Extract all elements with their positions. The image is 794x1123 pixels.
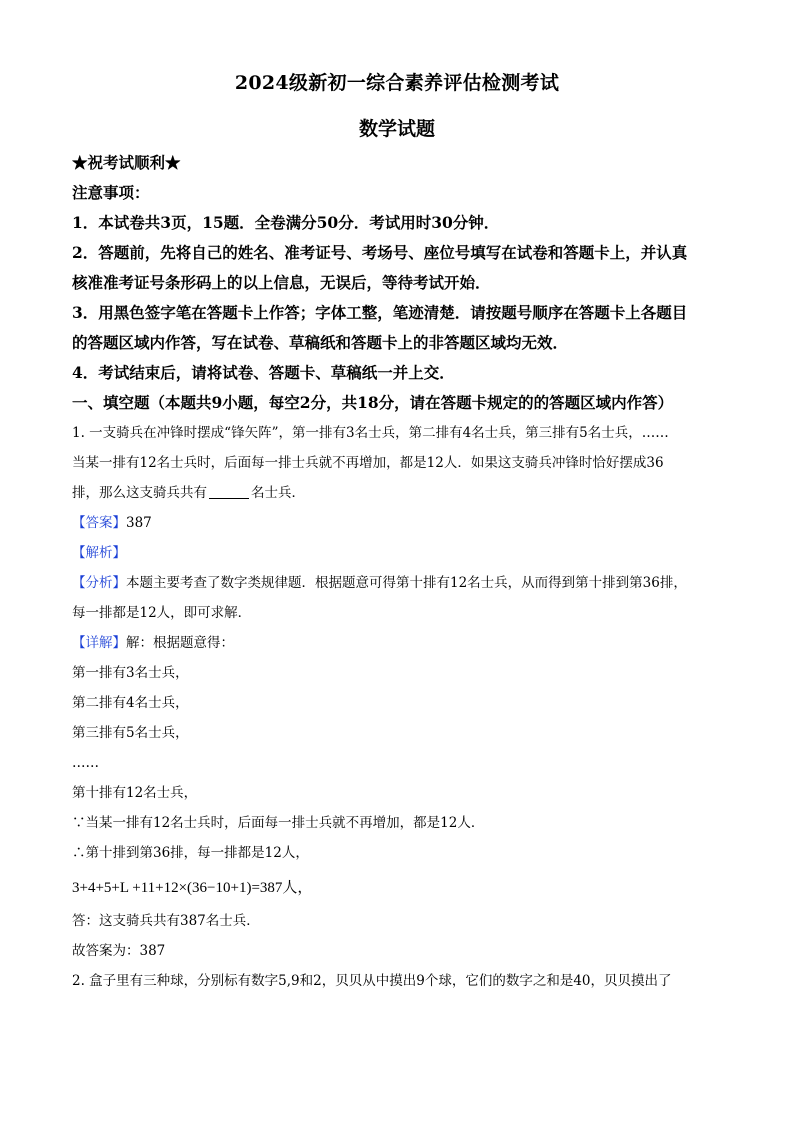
notice-item: 2．答题前，先将自己的姓名、准考证号、考场号、座位号填写在试卷和答题卡上，并认真 xyxy=(72,243,688,262)
solution-step: 第二排有4名士兵， xyxy=(72,695,189,711)
detail-line xyxy=(72,628,714,658)
answer-tag: 【答案】 xyxy=(72,515,126,531)
exam-subtitle: 数学试题 xyxy=(358,118,435,140)
notice-item: 的答题区域内作答，写在试卷、草稿纸和答题卡上的非答题区域均无效． xyxy=(72,333,569,352)
solution-formula: 3+4+5+L +11+12×(36−10+1)=387人， xyxy=(72,880,313,896)
section-heading: 一、填空题（本题共9小题，每空2分，共18分，请在答题卡规定的的答题区域内作答） xyxy=(72,393,674,412)
answer-value: 387 xyxy=(126,515,152,531)
analysis-line xyxy=(72,538,714,568)
notice-heading: 注意事项： xyxy=(72,183,150,202)
final-answer: 故答案为：387 xyxy=(72,943,166,959)
solution-conclusion: 答：这支骑兵共有387名士兵． xyxy=(72,913,260,929)
fenxi-text: 本题主要考查了数字类规律题．根据题意可得第十排有12名士兵，从而得到第十排到第36排， xyxy=(126,575,687,591)
notice-item: 3．用黑色签字笔在答题卡上作答；字体工整，笔迹清楚．请按题号顺序在答题卡上各题目 xyxy=(72,303,688,322)
answer-line xyxy=(72,508,714,538)
solution-step: 第三排有5名士兵， xyxy=(72,725,189,741)
fenxi-line xyxy=(72,568,714,598)
fenxi-line: 每一排都是12人，即可求解． xyxy=(72,605,252,621)
analysis-tag: 【解析】 xyxy=(72,545,126,561)
question-1-text: 排，那么这支骑兵共有 xyxy=(72,485,207,501)
exam-content xyxy=(72,148,714,996)
notice-item: 4．考试结束后，请将试卷、答题卡、草稿纸一并上交． xyxy=(72,363,455,382)
solution-step: …… xyxy=(72,755,99,771)
solution-step: 第十排有12名士兵， xyxy=(72,785,198,801)
detail-tag: 【详解】 xyxy=(72,635,126,651)
solution-step: ∴第十排到第36排，每一排都是12人， xyxy=(72,845,309,861)
question-1-text: 名士兵． xyxy=(251,485,305,501)
solution-step: 第一排有3名士兵， xyxy=(72,665,189,681)
question-1-line: 1. 一支骑兵在冲锋时摆成“锋矢阵”，第一排有3名士兵，第二排有4名士兵，第三排有5名士兵，…… xyxy=(72,425,669,441)
notice-item: 1．本试卷共3页，15题．全卷满分50分．考试用时30分钟． xyxy=(72,213,500,232)
exam-title: 2024级新初一综合素养评估检测考试 xyxy=(234,72,560,94)
detail-intro: 解：根据题意得： xyxy=(126,635,234,651)
notice-item: 核准准考证号条形码上的以上信息，无误后，等待考试开始． xyxy=(72,273,491,292)
answer-blank xyxy=(209,484,249,499)
blessing-line: ★祝考试顺利★ xyxy=(72,153,181,172)
question-1-line: 当某一排有12名士兵时，后面每一排士兵就不再增加，都是12人．如果这支骑兵冲锋时恰好摆成36 xyxy=(72,455,664,471)
question-2-line: 2. 盒子里有三种球，分别标有数字5,9和2，贝贝从中摸出9个球，它们的数字之和是40，贝贝摸出了 xyxy=(72,973,672,989)
question-1-line xyxy=(72,478,714,508)
fenxi-tag: 【分析】 xyxy=(72,575,126,591)
solution-step: ∵当某一排有12名士兵时，后面每一排士兵就不再增加，都是12人． xyxy=(72,815,485,831)
